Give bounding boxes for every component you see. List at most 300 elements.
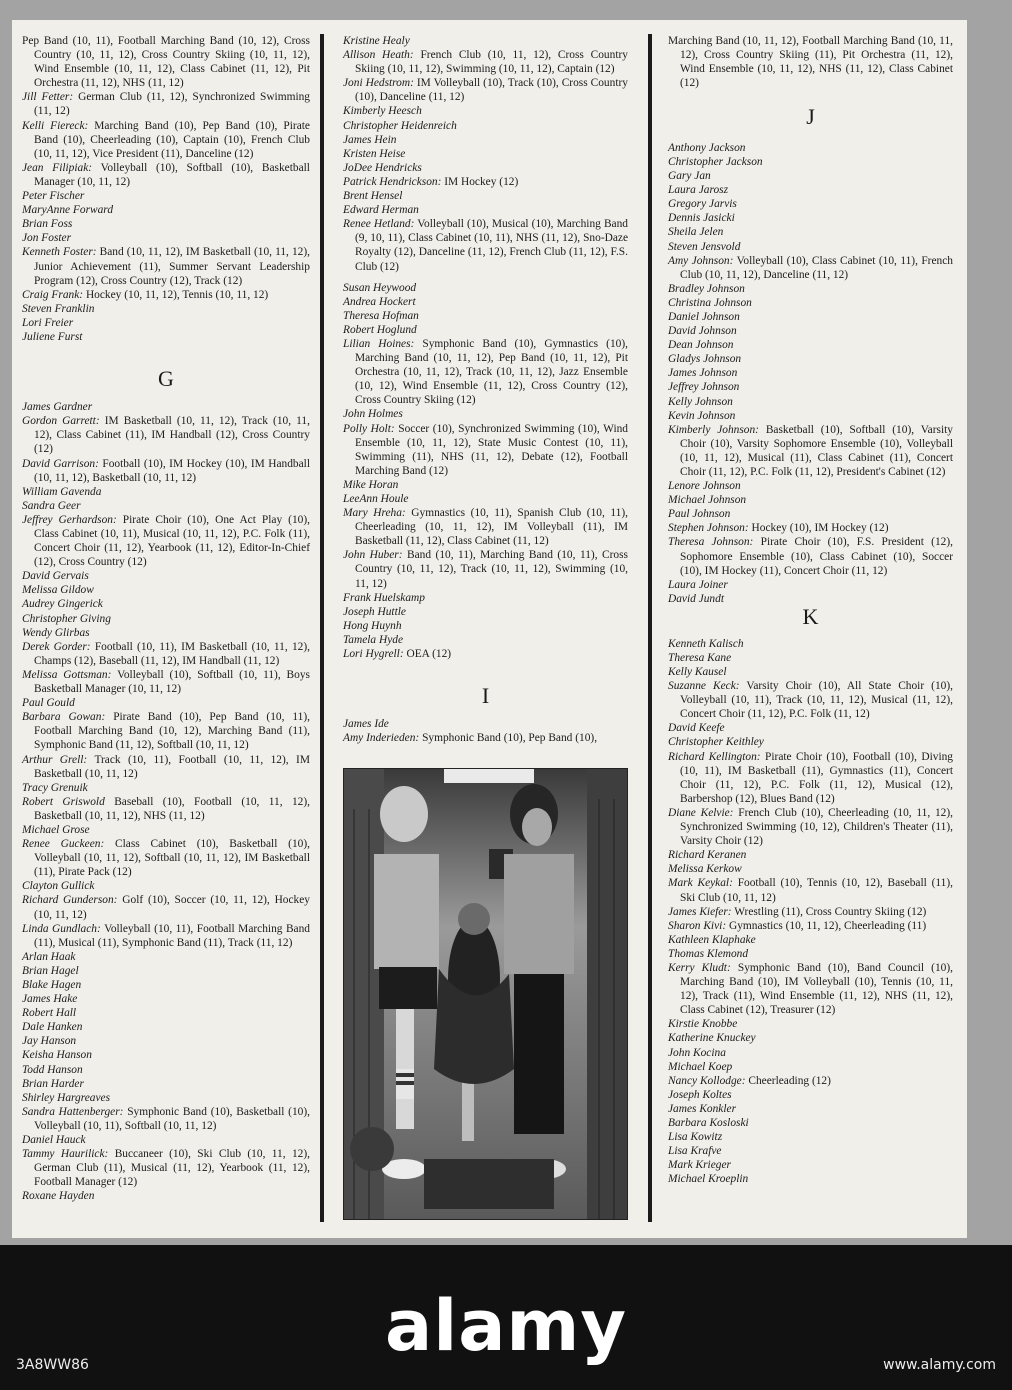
senior-name: Joseph Huttle bbox=[343, 605, 406, 618]
senior-entry bbox=[343, 492, 628, 506]
senior-name: Suzanne Keck: bbox=[668, 680, 740, 693]
senior-activities: Symphonic Band (10), Pep Band (10), bbox=[422, 732, 598, 745]
senior-name: Todd Hanson bbox=[22, 1063, 83, 1076]
senior-name: Michael Kroeplin bbox=[668, 1173, 749, 1186]
senior-activities: French Club (10, 11, 12), Cross Country Skiing (10, 11, 12), Swimming (10, 11, 12), Captain (12) bbox=[355, 49, 628, 76]
senior-entry bbox=[22, 1063, 310, 1077]
senior-entry bbox=[343, 34, 628, 48]
senior-entry bbox=[668, 961, 953, 1017]
senior-index-column-1 bbox=[22, 34, 310, 1204]
senior-name: Christopher Giving bbox=[22, 612, 111, 625]
senior-name: Paul Gould bbox=[22, 697, 75, 710]
senior-name: Amy Johnson: bbox=[668, 254, 734, 267]
senior-name: Sharon Kivi: bbox=[668, 919, 727, 932]
senior-entry bbox=[668, 479, 953, 493]
senior-name: Barbara Gowan: bbox=[22, 711, 106, 724]
senior-name: James Gardner bbox=[22, 401, 93, 414]
senior-activities: Gymnastics (10, 11), Spanish Club (10, 11), Cheerleading (10, 11, 12), IM Volleyball (11), IM Basketball (11, 12), Class Cabinet (11, 12) bbox=[355, 507, 628, 548]
senior-entry bbox=[22, 626, 310, 640]
senior-entry bbox=[668, 338, 953, 352]
senior-entry bbox=[668, 366, 953, 380]
senior-name: Kimberly Heesch bbox=[343, 105, 422, 118]
senior-name: Renee Guckeen: bbox=[22, 838, 105, 851]
senior-activities: German Club (11, 12), Synchronized Swimming (11, 12) bbox=[34, 91, 310, 118]
photo-three-girls-locker-room bbox=[343, 768, 628, 1220]
senior-entry bbox=[22, 217, 310, 231]
senior-activities: Band (10, 11, 12), IM Basketball (10, 11, 12), Junior Achievement (11), Summer Servant Leadership Program (12), Cross Country (12), Track (12) bbox=[34, 246, 310, 287]
senior-name: Jeffrey Gerhardson: bbox=[22, 513, 117, 526]
senior-name: James Hein bbox=[343, 133, 397, 146]
senior-entry bbox=[22, 513, 310, 569]
senior-entry bbox=[22, 612, 310, 626]
senior-name: Robert Hoglund bbox=[343, 323, 417, 336]
senior-entry bbox=[668, 1158, 953, 1172]
senior-entry bbox=[343, 337, 628, 407]
senior-name: Kenneth Kalisch bbox=[668, 637, 744, 650]
senior-entry bbox=[343, 478, 628, 492]
senior-name: Arthur Grell: bbox=[22, 753, 88, 766]
section-letter: G bbox=[158, 366, 174, 392]
senior-name: Melissa Gottsman: bbox=[22, 668, 112, 681]
senior-name: Tracy Grenuik bbox=[22, 781, 88, 794]
senior-entry bbox=[22, 288, 310, 302]
senior-activities: Pep Band (10, 11), Football Marching Band (10, 12), Cross Country (10, 11, 12), Cross Country Skiing (10, 11, 12), Wind Ensemble (10, 11, 12), Class Cabinet (11, 12), Pit Orchestra (11, 12), NHS (11, 12) bbox=[22, 35, 310, 90]
senior-name: Arlan Haak bbox=[22, 950, 76, 963]
senior-name: Kristen Heise bbox=[343, 147, 406, 160]
senior-entry bbox=[343, 717, 628, 731]
senior-name: Theresa Hofman bbox=[343, 309, 419, 322]
senior-entry bbox=[343, 48, 628, 76]
senior-name: David Garrison: bbox=[22, 457, 99, 470]
senior-entry bbox=[668, 282, 953, 296]
senior-name: Renee Hetland: bbox=[343, 218, 415, 231]
senior-name: James Hake bbox=[22, 993, 78, 1006]
senior-name: Gary Jan bbox=[668, 170, 711, 183]
senior-name: Frank Huelskamp bbox=[343, 591, 425, 604]
senior-name: James Konkler bbox=[668, 1102, 737, 1115]
senior-entry bbox=[343, 309, 628, 323]
senior-entry bbox=[668, 169, 953, 183]
senior-entry bbox=[22, 781, 310, 795]
senior-name: Sandra Geer bbox=[22, 499, 81, 512]
watermark-logo: alamy bbox=[384, 1285, 628, 1367]
senior-name: Tammy Haurilick: bbox=[22, 1148, 109, 1161]
senior-entry bbox=[668, 225, 953, 239]
senior-name: Kenneth Foster: bbox=[22, 246, 97, 259]
senior-name: Kimberly Johnson: bbox=[668, 423, 759, 436]
senior-entry bbox=[343, 506, 628, 548]
senior-name: Kathleen Klaphake bbox=[668, 933, 756, 946]
senior-name: LeeAnn Houle bbox=[343, 493, 409, 505]
senior-name: Patrick Hendrickson: bbox=[343, 175, 442, 188]
senior-entry bbox=[668, 380, 953, 394]
senior-entry bbox=[668, 933, 953, 947]
senior-activities: OEA (12) bbox=[406, 648, 452, 661]
section-letter: K bbox=[802, 604, 819, 630]
senior-entry bbox=[343, 133, 628, 147]
senior-entry bbox=[22, 1147, 310, 1189]
senior-activities: Basketball (10), Softball (10), Varsity Choir (10), Varsity Sophomore Ensemble (10), Volleyball (10, 11, 12), Musical (11), Class Cabinet (11), Concert Choir (11, 12), P.C. Folk (11, 12), President's Cabinet (12) bbox=[680, 423, 953, 479]
senior-entry bbox=[22, 597, 310, 611]
senior-name: Richard Keranen bbox=[668, 849, 747, 862]
senior-activities: Volleyball (10, 11), Football Marching Band (11), Musical (11), Symphonic Band (11), Track (11, 12) bbox=[34, 922, 310, 949]
senior-name: Derek Gorder: bbox=[22, 640, 91, 653]
senior-entry bbox=[668, 1102, 953, 1116]
senior-entry bbox=[668, 521, 953, 535]
senior-name: Sandra Hattenberger: bbox=[22, 1105, 124, 1118]
senior-entry bbox=[343, 605, 628, 619]
senior-name: David Johnson bbox=[668, 325, 737, 338]
senior-activities: Football (10), IM Hockey (10), IM Handball (10, 11, 12), Basketball (10, 11, 12) bbox=[34, 457, 310, 484]
senior-name: Christopher Keithley bbox=[668, 736, 764, 749]
senior-entry bbox=[22, 1077, 310, 1091]
senior-entry bbox=[668, 1144, 953, 1158]
senior-entry bbox=[343, 147, 628, 161]
senior-name: Brian Foss bbox=[22, 218, 73, 231]
senior-entry bbox=[22, 1020, 310, 1034]
senior-name: Barbara Kosloski bbox=[668, 1117, 749, 1130]
senior-name: Mark Keykal: bbox=[668, 877, 733, 890]
senior-activities: Soccer (10), Synchronized Swimming (10), Wind Ensemble (10, 11, 12), State Music Contest (10, 11), Swimming (11), NHS (11, 12), Debate (12), Football Marching Band (12) bbox=[355, 422, 628, 477]
senior-entry bbox=[22, 499, 310, 513]
senior-name: Lisa Kowitz bbox=[668, 1131, 723, 1144]
senior-entry bbox=[668, 1088, 953, 1102]
senior-name: Hong Huynh bbox=[343, 619, 402, 632]
senior-entry bbox=[22, 1091, 310, 1105]
senior-activities: Volleyball (10), Softball (10, 11), Boys Basketball Manager (10, 11, 12) bbox=[34, 668, 310, 696]
senior-entry bbox=[22, 696, 310, 710]
senior-name: Edward Herman bbox=[343, 204, 419, 217]
senior-name: James Johnson bbox=[668, 367, 738, 380]
senior-name: Jay Hanson bbox=[22, 1035, 77, 1048]
senior-name: Katherine Knuckey bbox=[668, 1032, 756, 1045]
senior-activities: Symphonic Band (10), Gymnastics (10), Marching Band (10, 11, 12), Pep Band (10, 11, 12), Pit Orchestra (10, 11, 12), Track (10, 11, 12), Jazz Ensemble (10, 12), Wind Ensemble (11, 12), Cross Country (12), Cross Country Skiing (12) bbox=[355, 337, 628, 407]
senior-name: James Kiefer: bbox=[668, 905, 732, 918]
senior-name: Wendy Glirbas bbox=[22, 626, 90, 639]
senior-entry bbox=[22, 710, 310, 752]
senior-name: Juliene Furst bbox=[22, 330, 83, 343]
senior-entry bbox=[668, 1116, 953, 1130]
senior-activities: Marching Band (10), Pep Band (10), Pirate Band (10), Cheerleading (10), Captain (10), French Club (10, 11, 12), Vice President (11), Danceline (12) bbox=[34, 119, 310, 160]
senior-name: Brian Hagel bbox=[22, 964, 79, 977]
senior-name: Robert Hall bbox=[22, 1007, 77, 1020]
senior-entry bbox=[668, 493, 953, 507]
senior-entry bbox=[668, 1130, 953, 1144]
senior-name: Susan Heywood bbox=[343, 281, 417, 294]
senior-name: Polly Holt: bbox=[343, 422, 395, 435]
senior-entry bbox=[343, 619, 628, 633]
senior-entry bbox=[343, 591, 628, 605]
watermark-image-id: 3A8WW86 bbox=[16, 1357, 89, 1373]
senior-name: Andrea Hockert bbox=[343, 295, 416, 308]
senior-entry bbox=[22, 414, 310, 456]
senior-entry bbox=[343, 217, 628, 273]
senior-entry bbox=[343, 633, 628, 647]
senior-activities: Symphonic Band (10), Band Council (10), Marching Band (10), IM Volleyball (10), Tennis (10, 11, 12), Track (11), Wind Ensemble (11, 12), NHS (11, 12), Class Cabinet (12), Treasurer (12) bbox=[680, 961, 953, 1017]
senior-name: Diane Kelvie: bbox=[668, 806, 734, 819]
watermark-band bbox=[0, 1245, 1012, 1390]
senior-activities: Symphonic Band (10), Basketball (10), Volleyball (10, 11), Softball (10, 11, 12) bbox=[34, 1105, 310, 1132]
senior-entry bbox=[22, 400, 310, 414]
senior-name: Thomas Klemond bbox=[668, 947, 749, 960]
senior-activities: Volleyball (10), Softball (10), Basketball Manager (10, 11, 12) bbox=[34, 161, 310, 188]
senior-entry bbox=[343, 203, 628, 217]
senior-name: Kelli Fiereck: bbox=[22, 119, 89, 132]
senior-entry bbox=[343, 189, 628, 203]
senior-name: Jill Fetter: bbox=[22, 91, 74, 104]
senior-name: JoDee Hendricks bbox=[343, 161, 422, 174]
senior-activities: Buccaneer (10), Ski Club (10, 11, 12), German Club (11), Musical (11, 12), Yearbook (11, 12), Football Manager (12) bbox=[34, 1148, 310, 1189]
senior-entry bbox=[668, 507, 953, 521]
senior-activities: Golf (10), Soccer (10, 11, 12), Hockey (10, 11, 12) bbox=[34, 894, 310, 921]
senior-name: Clayton Gullick bbox=[22, 880, 95, 893]
senior-entry bbox=[668, 919, 953, 933]
senior-entry bbox=[22, 90, 310, 118]
senior-name: Daniel Hauck bbox=[22, 1134, 86, 1147]
senior-name: Joni Hedstrom: bbox=[343, 77, 414, 90]
senior-entry bbox=[668, 848, 953, 862]
senior-entry bbox=[668, 665, 953, 679]
senior-name: Amy Inderieden: bbox=[343, 732, 420, 745]
senior-activities: Marching Band (10, 11, 12), Football Marching Band (10, 11, 12), Cross Country Skiing (11), Pit Orchestra (11, 12), Wind Ensemble (10, 11, 12), NHS (11, 12), Class Cabinet (12) bbox=[668, 35, 953, 90]
senior-name: Steven Jensvold bbox=[668, 240, 741, 253]
senior-activities: Track (10, 11), Football (10, 11, 12), IM Basketball (10, 11, 12) bbox=[34, 753, 310, 780]
senior-activities: Pirate Choir (10), Football (10), Diving (10, 11), IM Basketball (11), Gymnastics (11), Concert Choir (11, 12), P.C. Folk (11, 12), Musical (12), Barbershop (12), Blues Band (12) bbox=[680, 750, 953, 805]
senior-entry bbox=[668, 310, 953, 324]
senior-name: Richard Kellington: bbox=[668, 750, 761, 763]
senior-entry bbox=[343, 731, 628, 745]
senior-activities: Volleyball (10), Class Cabinet (10, 11), French Club (10, 11, 12), Danceline (11, 12) bbox=[680, 254, 953, 281]
senior-entry bbox=[668, 141, 953, 155]
senior-entry bbox=[22, 893, 310, 921]
senior-entry bbox=[343, 281, 628, 295]
senior-entry bbox=[668, 254, 953, 282]
senior-index-column-2 bbox=[343, 34, 628, 745]
watermark-url: www.alamy.com bbox=[883, 1357, 996, 1373]
senior-name: Jean Filipiak: bbox=[22, 161, 93, 174]
senior-name: David Gervais bbox=[22, 570, 89, 583]
senior-name: Brent Hensel bbox=[343, 190, 403, 203]
senior-name: Joseph Koltes bbox=[668, 1088, 732, 1101]
senior-entry bbox=[668, 679, 953, 721]
senior-name: Christopher Jackson bbox=[668, 155, 763, 168]
senior-name: Paul Johnson bbox=[668, 508, 731, 521]
senior-name: MaryAnne Forward bbox=[22, 204, 114, 217]
senior-name: Melissa Kerkow bbox=[668, 863, 742, 876]
senior-entry bbox=[668, 183, 953, 197]
column-rule-2 bbox=[648, 34, 652, 1222]
senior-name: Kerry Kludt: bbox=[668, 961, 731, 974]
senior-entry bbox=[22, 922, 310, 950]
senior-entry bbox=[343, 104, 628, 118]
senior-entry bbox=[668, 409, 953, 423]
senior-activities: Pirate Choir (10), F.S. President (12), Sophomore Ensemble (10), Class Cabinet (10), Soccer (10), IM Hockey (11), Concert Choir (11, 12) bbox=[680, 536, 953, 577]
senior-entry bbox=[22, 837, 310, 879]
senior-name: Shirley Hargreaves bbox=[22, 1091, 111, 1104]
senior-entry bbox=[343, 175, 628, 189]
senior-name: Mark Krieger bbox=[668, 1159, 731, 1172]
senior-entry bbox=[22, 992, 310, 1006]
senior-entry bbox=[668, 296, 953, 310]
senior-entry bbox=[668, 1060, 953, 1074]
senior-activities: Cheerleading (12) bbox=[748, 1074, 831, 1087]
senior-entry bbox=[668, 651, 953, 665]
senior-name: Steven Franklin bbox=[22, 302, 95, 315]
senior-name: James Ide bbox=[343, 718, 389, 731]
senior-entry bbox=[343, 548, 628, 590]
senior-entry bbox=[22, 964, 310, 978]
senior-name: Sheila Jelen bbox=[668, 226, 724, 239]
senior-entry bbox=[22, 823, 310, 837]
senior-activities: Hockey (10, 11, 12), Tennis (10, 11, 12) bbox=[85, 288, 269, 301]
senior-name: Nancy Kollodge: bbox=[668, 1074, 746, 1087]
senior-entry bbox=[343, 407, 628, 421]
senior-activities: Gymnastics (10, 11, 12), Cheerleading (11) bbox=[728, 919, 927, 932]
senior-name: Laura Joiner bbox=[668, 578, 728, 591]
senior-entry bbox=[22, 231, 310, 245]
senior-entry bbox=[22, 245, 310, 287]
senior-name: Allison Heath: bbox=[343, 49, 414, 62]
senior-activities: Football (10, 11), IM Basketball (10, 11, 12), Champs (12), Baseball (11, 12), IM Handball (11, 12) bbox=[34, 640, 310, 667]
senior-entry bbox=[668, 1017, 953, 1031]
senior-entry bbox=[668, 34, 953, 90]
senior-name: Kirstie Knobbe bbox=[668, 1018, 738, 1031]
senior-name: Blake Hagen bbox=[22, 979, 82, 991]
senior-entry bbox=[22, 203, 310, 217]
senior-entry bbox=[668, 862, 953, 876]
senior-name: Audrey Gingerick bbox=[22, 598, 103, 611]
senior-entry bbox=[668, 240, 953, 254]
senior-entry bbox=[22, 569, 310, 583]
senior-entry bbox=[343, 323, 628, 337]
senior-entry bbox=[668, 395, 953, 409]
senior-entry bbox=[22, 330, 310, 344]
senior-entry bbox=[22, 1006, 310, 1020]
senior-name: Roxane Hayden bbox=[22, 1190, 95, 1203]
senior-entry bbox=[22, 1105, 310, 1133]
senior-entry bbox=[668, 1172, 953, 1186]
senior-entry bbox=[22, 1034, 310, 1048]
senior-activities: IM Hockey (12) bbox=[444, 175, 519, 188]
senior-name: Peter Fischer bbox=[22, 190, 85, 203]
senior-name: Dennis Jasicki bbox=[668, 212, 735, 225]
senior-name: John Holmes bbox=[343, 408, 403, 421]
senior-entry bbox=[668, 905, 953, 919]
senior-entry bbox=[668, 352, 953, 366]
senior-entry bbox=[668, 1046, 953, 1060]
senior-name: Kelly Kausel bbox=[668, 666, 727, 679]
senior-entry bbox=[668, 1074, 953, 1088]
senior-name: John Huber: bbox=[343, 549, 403, 562]
senior-name: David Keefe bbox=[668, 722, 725, 735]
senior-name: William Gavenda bbox=[22, 485, 102, 498]
senior-name: Lori Freier bbox=[22, 316, 74, 329]
senior-entry bbox=[668, 637, 953, 651]
senior-activities: Band (10, 11), Marching Band (10, 11), Cross Country (10, 11, 12), Track (10, 11, 12), Swimming (10, 11, 12) bbox=[355, 549, 628, 590]
senior-name: Brian Harder bbox=[22, 1077, 84, 1090]
senior-entry bbox=[668, 578, 953, 592]
senior-activities: Pirate Band (10), Pep Band (10, 11), Football Marching Band (10, 12), Marching Band (11), Symphonic Band (11, 12), Softball (10, 11, 12) bbox=[34, 711, 310, 752]
senior-name: Tamela Hyde bbox=[343, 633, 404, 646]
senior-name: Craig Frank: bbox=[22, 288, 84, 301]
senior-entry bbox=[22, 34, 310, 90]
senior-name: Keisha Hanson bbox=[22, 1049, 92, 1062]
senior-name: Gregory Jarvis bbox=[668, 198, 737, 211]
senior-entry bbox=[668, 155, 953, 169]
senior-activities: IM Volleyball (10), Track (10), Cross Country (10), Danceline (11, 12) bbox=[355, 77, 628, 104]
senior-entry bbox=[22, 189, 310, 203]
senior-entry bbox=[22, 753, 310, 781]
senior-entry bbox=[22, 668, 310, 696]
senior-entry bbox=[668, 876, 953, 904]
senior-entry bbox=[22, 302, 310, 316]
senior-entry bbox=[668, 1031, 953, 1045]
senior-entry bbox=[343, 119, 628, 133]
senior-entry bbox=[668, 211, 953, 225]
senior-entry bbox=[668, 750, 953, 806]
senior-entry bbox=[668, 806, 953, 848]
senior-name: Jeffrey Johnson bbox=[668, 381, 740, 394]
senior-entry bbox=[22, 583, 310, 597]
senior-activities: Pirate Choir (10), One Act Play (10), Class Cabinet (10, 11), Musical (10, 11, 12), P.C. Folk (11), Concert Choir (11, 12), Yearbook (11, 12), Editor-In-Chief (12), Cross Country (12) bbox=[34, 513, 310, 569]
senior-entry bbox=[22, 879, 310, 893]
senior-name: Theresa Kane bbox=[668, 651, 732, 664]
senior-entry bbox=[668, 535, 953, 577]
section-letter: I bbox=[481, 683, 490, 709]
senior-entry bbox=[22, 119, 310, 161]
senior-entry bbox=[343, 161, 628, 175]
senior-activities: Varsity Choir (10), All State Choir (10), Volleyball (10, 11), Track (10, 11, 12), Musical (11, 12), Concert Choir (11, 12), P.C. Folk (11, 12) bbox=[680, 680, 953, 721]
senior-name: Michael Johnson bbox=[668, 494, 747, 507]
senior-entry bbox=[22, 1189, 310, 1203]
senior-entry bbox=[22, 640, 310, 668]
senior-entry bbox=[668, 423, 953, 479]
senior-entry bbox=[343, 647, 628, 661]
senior-entry bbox=[22, 316, 310, 330]
senior-name: Lori Hygrell: bbox=[343, 648, 404, 661]
column-rule-1 bbox=[320, 34, 324, 1222]
senior-entry bbox=[22, 978, 310, 992]
senior-entry bbox=[668, 735, 953, 749]
senior-name: Lenore Johnson bbox=[668, 480, 741, 493]
senior-activities: Hockey (10), IM Hockey (12) bbox=[751, 522, 889, 535]
senior-name: Robert Griswold bbox=[22, 795, 105, 808]
senior-name: Stephen Johnson: bbox=[668, 522, 749, 535]
senior-name: David Jundt bbox=[668, 592, 724, 605]
senior-activities: Wrestling (11), Cross Country Skiing (12) bbox=[734, 905, 927, 918]
senior-name: Mike Horan bbox=[343, 478, 399, 491]
senior-index-column-3 bbox=[668, 34, 953, 1186]
senior-name: Gladys Johnson bbox=[668, 353, 742, 366]
senior-entry bbox=[668, 947, 953, 961]
senior-entry bbox=[343, 422, 628, 478]
senior-entry bbox=[668, 197, 953, 211]
senior-name: Melissa Gildow bbox=[22, 584, 94, 597]
senior-name: Kristine Healy bbox=[343, 35, 410, 47]
senior-entry bbox=[22, 161, 310, 189]
senior-name: Daniel Johnson bbox=[668, 310, 740, 323]
senior-entry bbox=[343, 295, 628, 309]
senior-name: Michael Grose bbox=[22, 823, 90, 836]
senior-name: Dale Hanken bbox=[22, 1021, 83, 1034]
senior-name: Linda Gundlach: bbox=[22, 922, 101, 935]
senior-name: Theresa Johnson: bbox=[668, 536, 754, 549]
senior-name: Jon Foster bbox=[22, 232, 72, 245]
senior-activities: Class Cabinet (10), Basketball (10), Volleyball (10, 11, 12), Softball (10, 11, 12), IM Basketball (11), Pirate Pack (12) bbox=[34, 838, 310, 879]
senior-name: Michael Koep bbox=[668, 1060, 733, 1073]
senior-entry bbox=[22, 950, 310, 964]
senior-entry bbox=[22, 457, 310, 485]
